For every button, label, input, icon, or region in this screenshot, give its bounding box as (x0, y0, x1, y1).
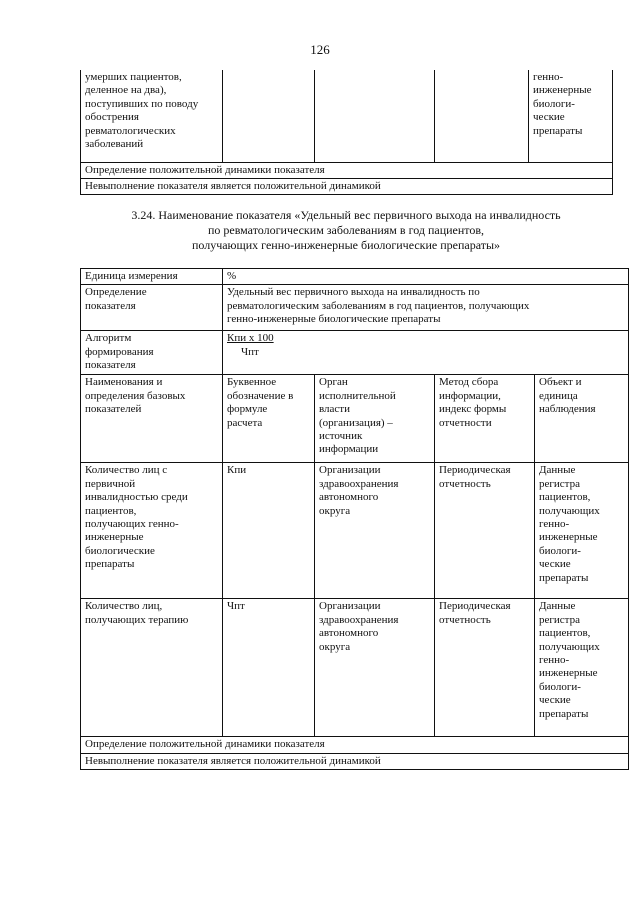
table-cell: Количество лиц, получающих терапию (81, 599, 223, 737)
continuation-table (80, 70, 613, 195)
table-row (81, 463, 629, 599)
table-row (81, 331, 629, 375)
continued-observation-object: генно- инженерные биологи- ческие препараты (529, 70, 613, 162)
continued-indicator-name: умерших пациентов, деленное на два), поступивших по поводу обострения ревматологических заболеваний (81, 70, 223, 162)
header-cell: Метод сбора информации, индекс формы отчетности (435, 375, 535, 463)
table-cell: Периодическая отчетность (435, 599, 535, 737)
page-number: 126 (310, 42, 330, 57)
section-heading (80, 208, 612, 253)
heading-line: получающих генно-инженерные биологические препараты» (191, 238, 501, 252)
empty-cell (315, 70, 435, 162)
positive-dynamics-definition: Определение положительной динамики показателя (81, 162, 613, 178)
unit-label: Единица измерения (81, 269, 223, 285)
definition-label: Определение показателя (81, 285, 223, 331)
header-cell: Буквенное обозначение в формуле расчета (223, 375, 315, 463)
table-cell: Данные регистра пациентов, получающих генно- инженерные биологи- ческие препараты (535, 463, 629, 599)
table-row (81, 753, 629, 769)
table-cell: Периодическая отчетность (435, 463, 535, 599)
formula-denominator: Чпт (241, 345, 259, 358)
header-cell: Объект и единица наблюдения (535, 375, 629, 463)
table-cell: Количество лиц с первичной инвалидностью среди пациентов, получающих генно- инженерные биологические препараты (81, 463, 223, 599)
header-cell: Наименования и определения базовых показателей (81, 375, 223, 463)
table-row (81, 162, 613, 178)
heading-line: 3.24. Наименование показателя «Удельный вес первичного выхода на инвалидность (131, 208, 561, 222)
empty-cell (223, 70, 315, 162)
definition-value: Удельный вес первичного выхода на инвалидность по ревматологическим заболеваниям в год пациентов, получающих генно-инженерные биологические препараты (223, 285, 629, 331)
table-row (81, 178, 613, 194)
heading-line: по ревматологическим заболеваниям в год пациентов, (207, 223, 485, 237)
algorithm-label: Алгоритм формирования показателя (81, 331, 223, 375)
table-row (81, 737, 629, 753)
table-row (81, 285, 629, 331)
empty-cell (435, 70, 529, 162)
table-row (81, 70, 613, 162)
indicator-table (80, 268, 629, 770)
non-fulfillment-note: Невыполнение показателя является положительной динамикой (81, 753, 629, 769)
table-header-row (81, 375, 629, 463)
algorithm-formula (223, 331, 629, 375)
table-row (81, 599, 629, 737)
unit-value: % (223, 269, 629, 285)
table-row (81, 269, 629, 285)
table-cell: Кпи (223, 463, 315, 599)
table-cell: Организации здравоохранения автономного округа (315, 463, 435, 599)
header-cell: Орган исполнительной власти (организация) – источник информации (315, 375, 435, 463)
table-cell: Чпт (223, 599, 315, 737)
formula-numerator: Кпи х 100 (227, 332, 274, 345)
table-cell: Организации здравоохранения автономного округа (315, 599, 435, 737)
non-fulfillment-note: Невыполнение показателя является положительной динамикой (81, 178, 613, 194)
table-cell: Данные регистра пациентов, получающих генно- инженерные биологи- ческие препараты (535, 599, 629, 737)
positive-dynamics-definition: Определение положительной динамики показателя (81, 737, 629, 753)
